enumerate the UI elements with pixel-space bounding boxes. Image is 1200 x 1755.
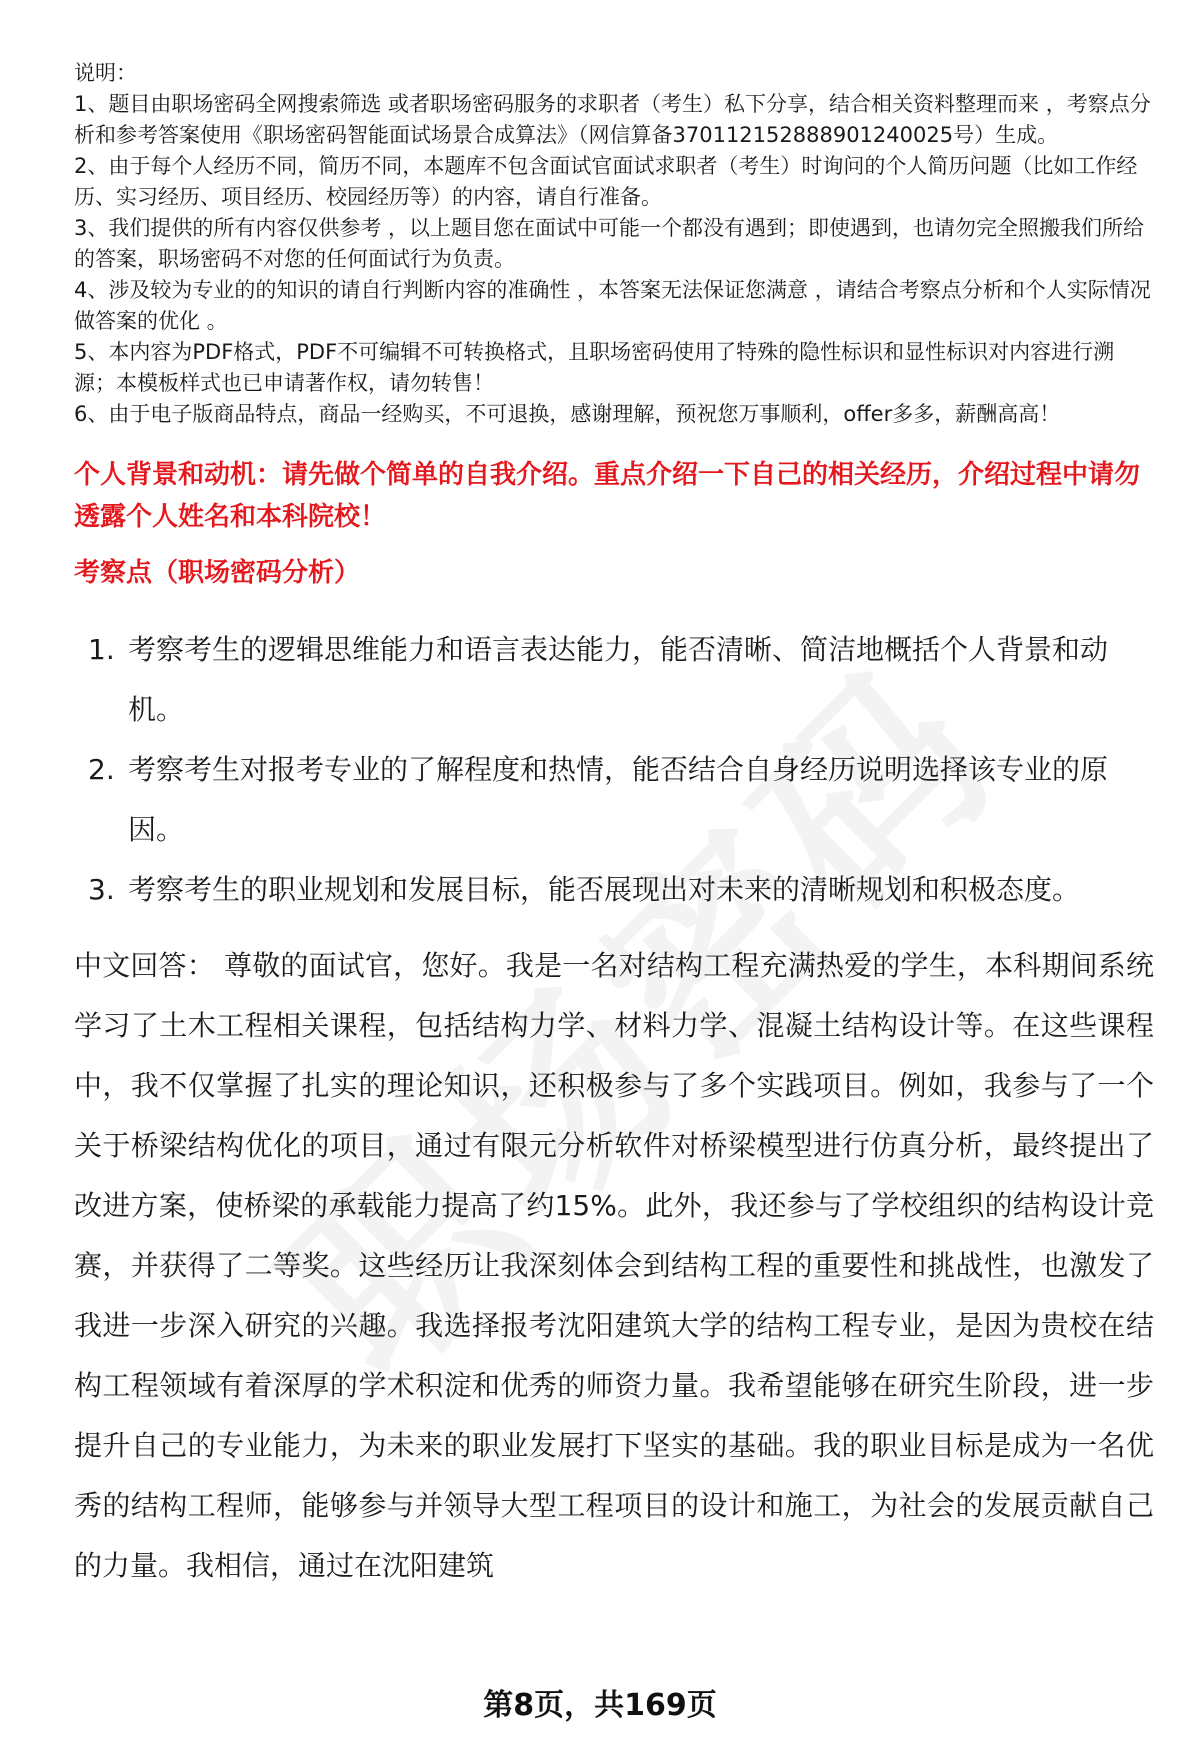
point-text: 考察考生的职业规划和发展目标，能否展现出对未来的清晰规划和积极态度。: [128, 873, 1081, 906]
point-number: 3.: [88, 873, 115, 906]
note-item: 6、由于电子版商品特点，商品一经购买，不可退换，感谢理解，预祝您万事顺利，offer多多，薪酬高高！: [74, 402, 1061, 426]
question-heading: 个人背景和动机：请先做个简单的自我介绍。重点介绍一下自己的相关经历，介绍过程中请勿透露个人姓名和本科院校！: [74, 460, 1141, 532]
answer-paragraph: 中文回答： 尊敬的面试官，您好。我是一名对结构工程充满热爱的学生，本科期间系统学习了土木工程相关课程，包括结构力学、材料力学、混凝土结构设计等。在这些课程中，我不仅掌握了扎实的理论知识，还积极参与了多个实践项目。例如，我参与了一个关于桥梁结构优化的项目，通过有限元分析软件对桥梁模型进行仿真分析，最终提出了改进方案，使桥梁的承载能力提高了约15%。此外，我还参与了学校组织的结构设计竞赛，并获得了二等奖。这些经历让我深刻体会到结构工程的重要性和挑战性，也激发了我进一步深入研究的兴趣。我选择报考沈阳建筑大学的结构工程专业，是因为贵校在结构工程领域有着深厚的学术积淀和优秀的师资力量。我希望能够在研究生阶段，进一步提升自己的专业能力，为未来的职业发展打下坚实的基础。我的职业目标是成为一名优秀的结构工程师，能够参与并领导大型工程项目的设计和施工，为社会的发展贡献自己的力量。我相信，通过在沈阳建筑: [74, 949, 1154, 1582]
point-number: 2.: [88, 753, 115, 786]
analysis-points: [74, 620, 1154, 920]
analysis-heading: 考察点（职场密码分析）: [74, 558, 361, 588]
note-item: 2、由于每个人经历不同，简历不同，本题库不包含面试官面试求职者（考生）时询问的个人简历问题（比如工作经历、实习经历、项目经历、校园经历等）的内容，请自行准备。: [74, 154, 1138, 209]
point-number: 1.: [88, 633, 115, 666]
notes-section: [74, 58, 1154, 430]
notes-title: 说明：: [74, 61, 137, 85]
analysis-point: [74, 620, 1154, 740]
point-text: 考察考生的逻辑思维能力和语言表达能力，能否清晰、简洁地概括个人背景和动机。: [128, 633, 1109, 726]
note-item: 5、本内容为PDF格式，PDF不可编辑不可转换格式，且职场密码使用了特殊的隐性标识和显性标识对内容进行溯源；本模板样式也已申请著作权，请勿转售！: [74, 340, 1115, 395]
point-text: 考察考生对报考专业的了解程度和热情，能否结合自身经历说明选择该专业的原因。: [128, 753, 1109, 846]
analysis-point: [74, 740, 1154, 860]
note-item: 3、我们提供的所有内容仅供参考 ，以上题目您在面试中可能一个都没有遇到；即使遇到，也请勿完全照搬我们所给的答案，职场密码不对您的任何面试行为负责。: [74, 216, 1145, 271]
note-item: 4、涉及较为专业的的知识的请自行判断内容的准确性 ，本答案无法保证您满意 ，请结合考察点分析和个人实际情况做答案的优化 。: [74, 278, 1151, 333]
document-page: [74, 58, 1154, 1596]
note-item: 1、题目由职场密码全网搜索筛选 或者职场密码服务的求职者（考生）私下分享，结合相关资料整理而来 ，考察点分析和参考答案使用《职场密码智能面试场景合成算法》（网信算备370112152888901240025号）生成。: [74, 92, 1151, 147]
page-number: 第8页，共169页: [483, 1688, 717, 1723]
analysis-point: [74, 860, 1154, 920]
